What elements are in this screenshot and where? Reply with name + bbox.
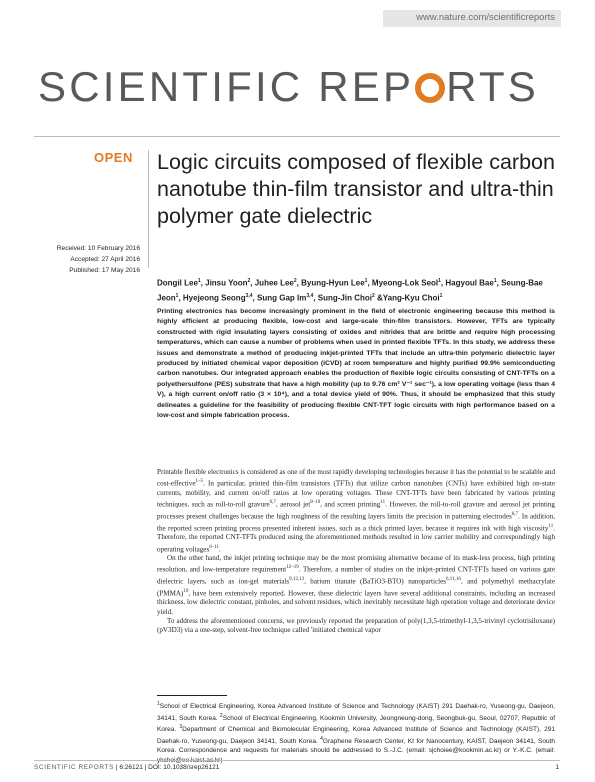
journal-url[interactable]: www.nature.com/scientificreports (416, 12, 555, 23)
received-date: Received: 10 February 2016 (56, 245, 140, 252)
logo-o-icon (415, 73, 445, 103)
footer-citation (34, 764, 219, 771)
author-affiliation: 1 (364, 278, 368, 284)
body-paragraph: Printable flexible electronics is considered as one of the most rapidly developing technologies because it has the potential to be scalable and cost-effective$^{1-5}$. In particular, printed thin-film transistors (TFTs) that utilize carbon nanotubes (CNTs) have exhibited high on-state currents, mobility, and current on/off ratios at low operating voltages. These CNT-TFTs have been fabricated by various printing techniques, such as roll-to-roll gravure$^{6,7}$, aerosol jet$^{8-10}$, and screen printing$^{11}$. However, the roll-to-roll gravure and aerosol jet printing processes present challenges because the high roughness of the resulting layers limits the precision in patterning electrodes$^{6,7}$. In addition, the reported screen printing process presented inherent issues, such as a thick printed layer, because it requires ink with high viscosity$^{11}$. Therefore, the reported CNT-TFTs produced using the aforementioned methods resulted in low carrier mobility and correspondingly high operating voltages$^{6-11}$. (157, 468, 555, 553)
article-body (157, 468, 555, 636)
author-affiliation: 1 (439, 292, 443, 299)
article-dates (30, 243, 140, 276)
citation-ref[interactable]: 6–11 (209, 544, 220, 550)
journal-logo (38, 63, 560, 109)
page-number: 1 (555, 764, 559, 771)
header-divider (34, 136, 560, 137)
author-affiliation: 3,4 (306, 292, 314, 299)
citation-ref[interactable]: 1–5 (195, 479, 203, 485)
author-affiliation: 2 (371, 292, 375, 299)
author-list: Dongil Lee$^1$, Jinsu Yoon$^2$, Juhee Lee$^2$, Byung-Hyun Lee$^1$, Myeong-Lok Seol$^1$, Hagyoul Bae$^1$, Seung-Bae Jeon$^1$, Hyejeong Seong$^{3,4}$, Sung Gap Im$^{3,4}$, Sung-Jin Choi$^2$ &Yang-Kyu Choi$^1$ (157, 278, 543, 303)
accepted-date: Accepted: 27 April 2016 (70, 256, 140, 263)
citation-ref[interactable]: 9,12,13 (289, 577, 305, 583)
published-date: Published: 17 May 2016 (69, 267, 140, 274)
citation-ref[interactable]: 11 (380, 500, 386, 506)
body-paragraph: On the other hand, the inkjet printing technique may be the most promising alternative because of its mask-less process, high printing resolution, and low-temperature requirement$^{12-19}$. Therefore, a number of studies on the inkjet-printed CNT-TFTs based on various gate dielectric layers, such as ion-gel materials$^{9,12,13}$, barium titanate (BaTiO3-BTO) nanoparticles$^{6,11,16}$, and polymethyl methacrylate (PMMA)$^{19}$, have been extensively reported. However, these dielectric layers have several additional constraints, including an increased thickness, low dielectric constant, pinholes, and solvent residues, which inevitably necessitate high operation voltage and deteriorate device yield. (157, 554, 555, 616)
footer-journal: SCIENTIFIC REPORTS (34, 764, 115, 771)
author-name[interactable]: Byung-Hyun Lee (301, 278, 365, 288)
author-name[interactable]: Hagyoul Bae (445, 278, 494, 288)
citation-ref[interactable]: 19 (183, 588, 189, 594)
author-name[interactable]: Dongil Lee (157, 278, 198, 288)
author-name[interactable]: Hyejeong Seong (182, 293, 246, 303)
author-name[interactable]: Jinsu Yoon (205, 278, 248, 288)
affiliations-footnote: $^1$School of Electrical Engineering, Korea Advanced Institute of Science and Technology (KAIST) 291 Daehak-ro, Yuseong-gu, Daejeon, 34141, South Korea. $^2$School of Electrical Engineering, Kookmin University, Jeongneung-dong, Seongbuk-gu, Seoul, 02707, Republic of Korea. $^3$Department of Chemical and Biomolecular Engineering, Korea Advanced Institute of Science and Technology (KAIST), 291 Daehak-ro, Yuseong-gu, Daejeon 34141, South Korea. $^4$Graphene Research Center, KI for Nanocentury, KAIST, Daejeon 34141, South Korea. Correspondence and requests for materials should be addressed to S.-J.C. (email: sjchoiee@kookmin.ac.kr) or Y.-K.C. (email: ykchoi@ee.kaist.ac.kr) (157, 701, 556, 764)
author-name[interactable]: Sung Gap Im (257, 293, 307, 303)
open-access-label: OPEN (94, 150, 133, 165)
author-name[interactable]: Myeong-Lok Seol (371, 278, 439, 288)
article-title: Logic circuits composed of flexible carbon nanotube thin-film transistor and ultra-thin polymer gate dielectric (157, 150, 555, 228)
journal-name-part2: RTS (446, 63, 540, 110)
journal-name-part1: SCIENTIFIC REP (38, 63, 415, 110)
citation-ref[interactable]: 11 (548, 523, 554, 529)
author-affiliation: 1 (197, 278, 201, 284)
author-affiliation: 2 (293, 278, 297, 284)
author-name[interactable]: Juhee Lee (254, 278, 294, 288)
author-affiliation: 1 (493, 278, 497, 284)
citation-ref[interactable]: 8–10 (310, 500, 321, 506)
citation-ref[interactable]: 6,7 (511, 511, 518, 517)
author-name[interactable]: Sung-Jin Choi (317, 293, 372, 303)
footnote-divider (157, 695, 227, 696)
author-affiliation: 2 (247, 278, 251, 284)
author-name[interactable]: Seung-Bae Jeon (157, 278, 543, 303)
citation-ref[interactable]: 12–19 (286, 565, 299, 571)
body-paragraph: To address the aforementioned concerns, we previously reported the preparation of poly(1,3,5-trimethyl-1,3,5-trivinyl cyclotrisiloxane) (pV3D3) via a one-step, solvent-free technique called 'initiated chemical vapor (157, 617, 555, 635)
author-name[interactable]: Yang-Kyu Choi (382, 293, 440, 303)
author-affiliation: 1 (175, 292, 179, 299)
journal-url-bar (383, 10, 561, 27)
abstract: Printing electronics has become increasingly prominent in the field of electronic engineering because this method is highly efficient at producing flexible, low-cost and large-scale thin-film transistors. However, TFTs are typically constructed with rigid insulating layers consisting of oxides and nitrides that are brittle and require high processing temperatures, which can cause a number of problems when used in printed flexible TFTs. In this study, we address these issues and demonstrate a method of producing inkjet-printed TFTs that include an ultra-thin polymeric dielectric layer produced by initiated chemical vapor deposition (iCVD) at room temperature and highly purified 99.9% semiconducting carbon nanotubes. Our integrated approach enables the production of flexible logic circuits consisting of CNT-TFTs on a polyethersulfone (PES) substrate that have a high mobility (up to 9.76 cm² V⁻¹ sec⁻¹), a low operating voltage (less than 4 V), a high current on/off ratio (3 × 10⁴), and a total device yield of 90%. Thus, it should be emphasized that this study delineates a guideline for the feasibility of producing flexible CNT-TFT logic circuits with high performance based on a low-cost and simple fabrication process. (157, 308, 555, 420)
citation-ref[interactable]: 6,11,16 (446, 577, 461, 583)
author-affiliation: 1 (438, 278, 441, 284)
citation-ref[interactable]: 6,7 (269, 500, 276, 506)
author-affiliation: 3,4 (245, 292, 253, 299)
title-side-divider (148, 150, 149, 268)
footer-doi: | 6:26121 | DOI: 10.1038/srep26121 (114, 764, 220, 771)
footer-divider (34, 760, 560, 761)
